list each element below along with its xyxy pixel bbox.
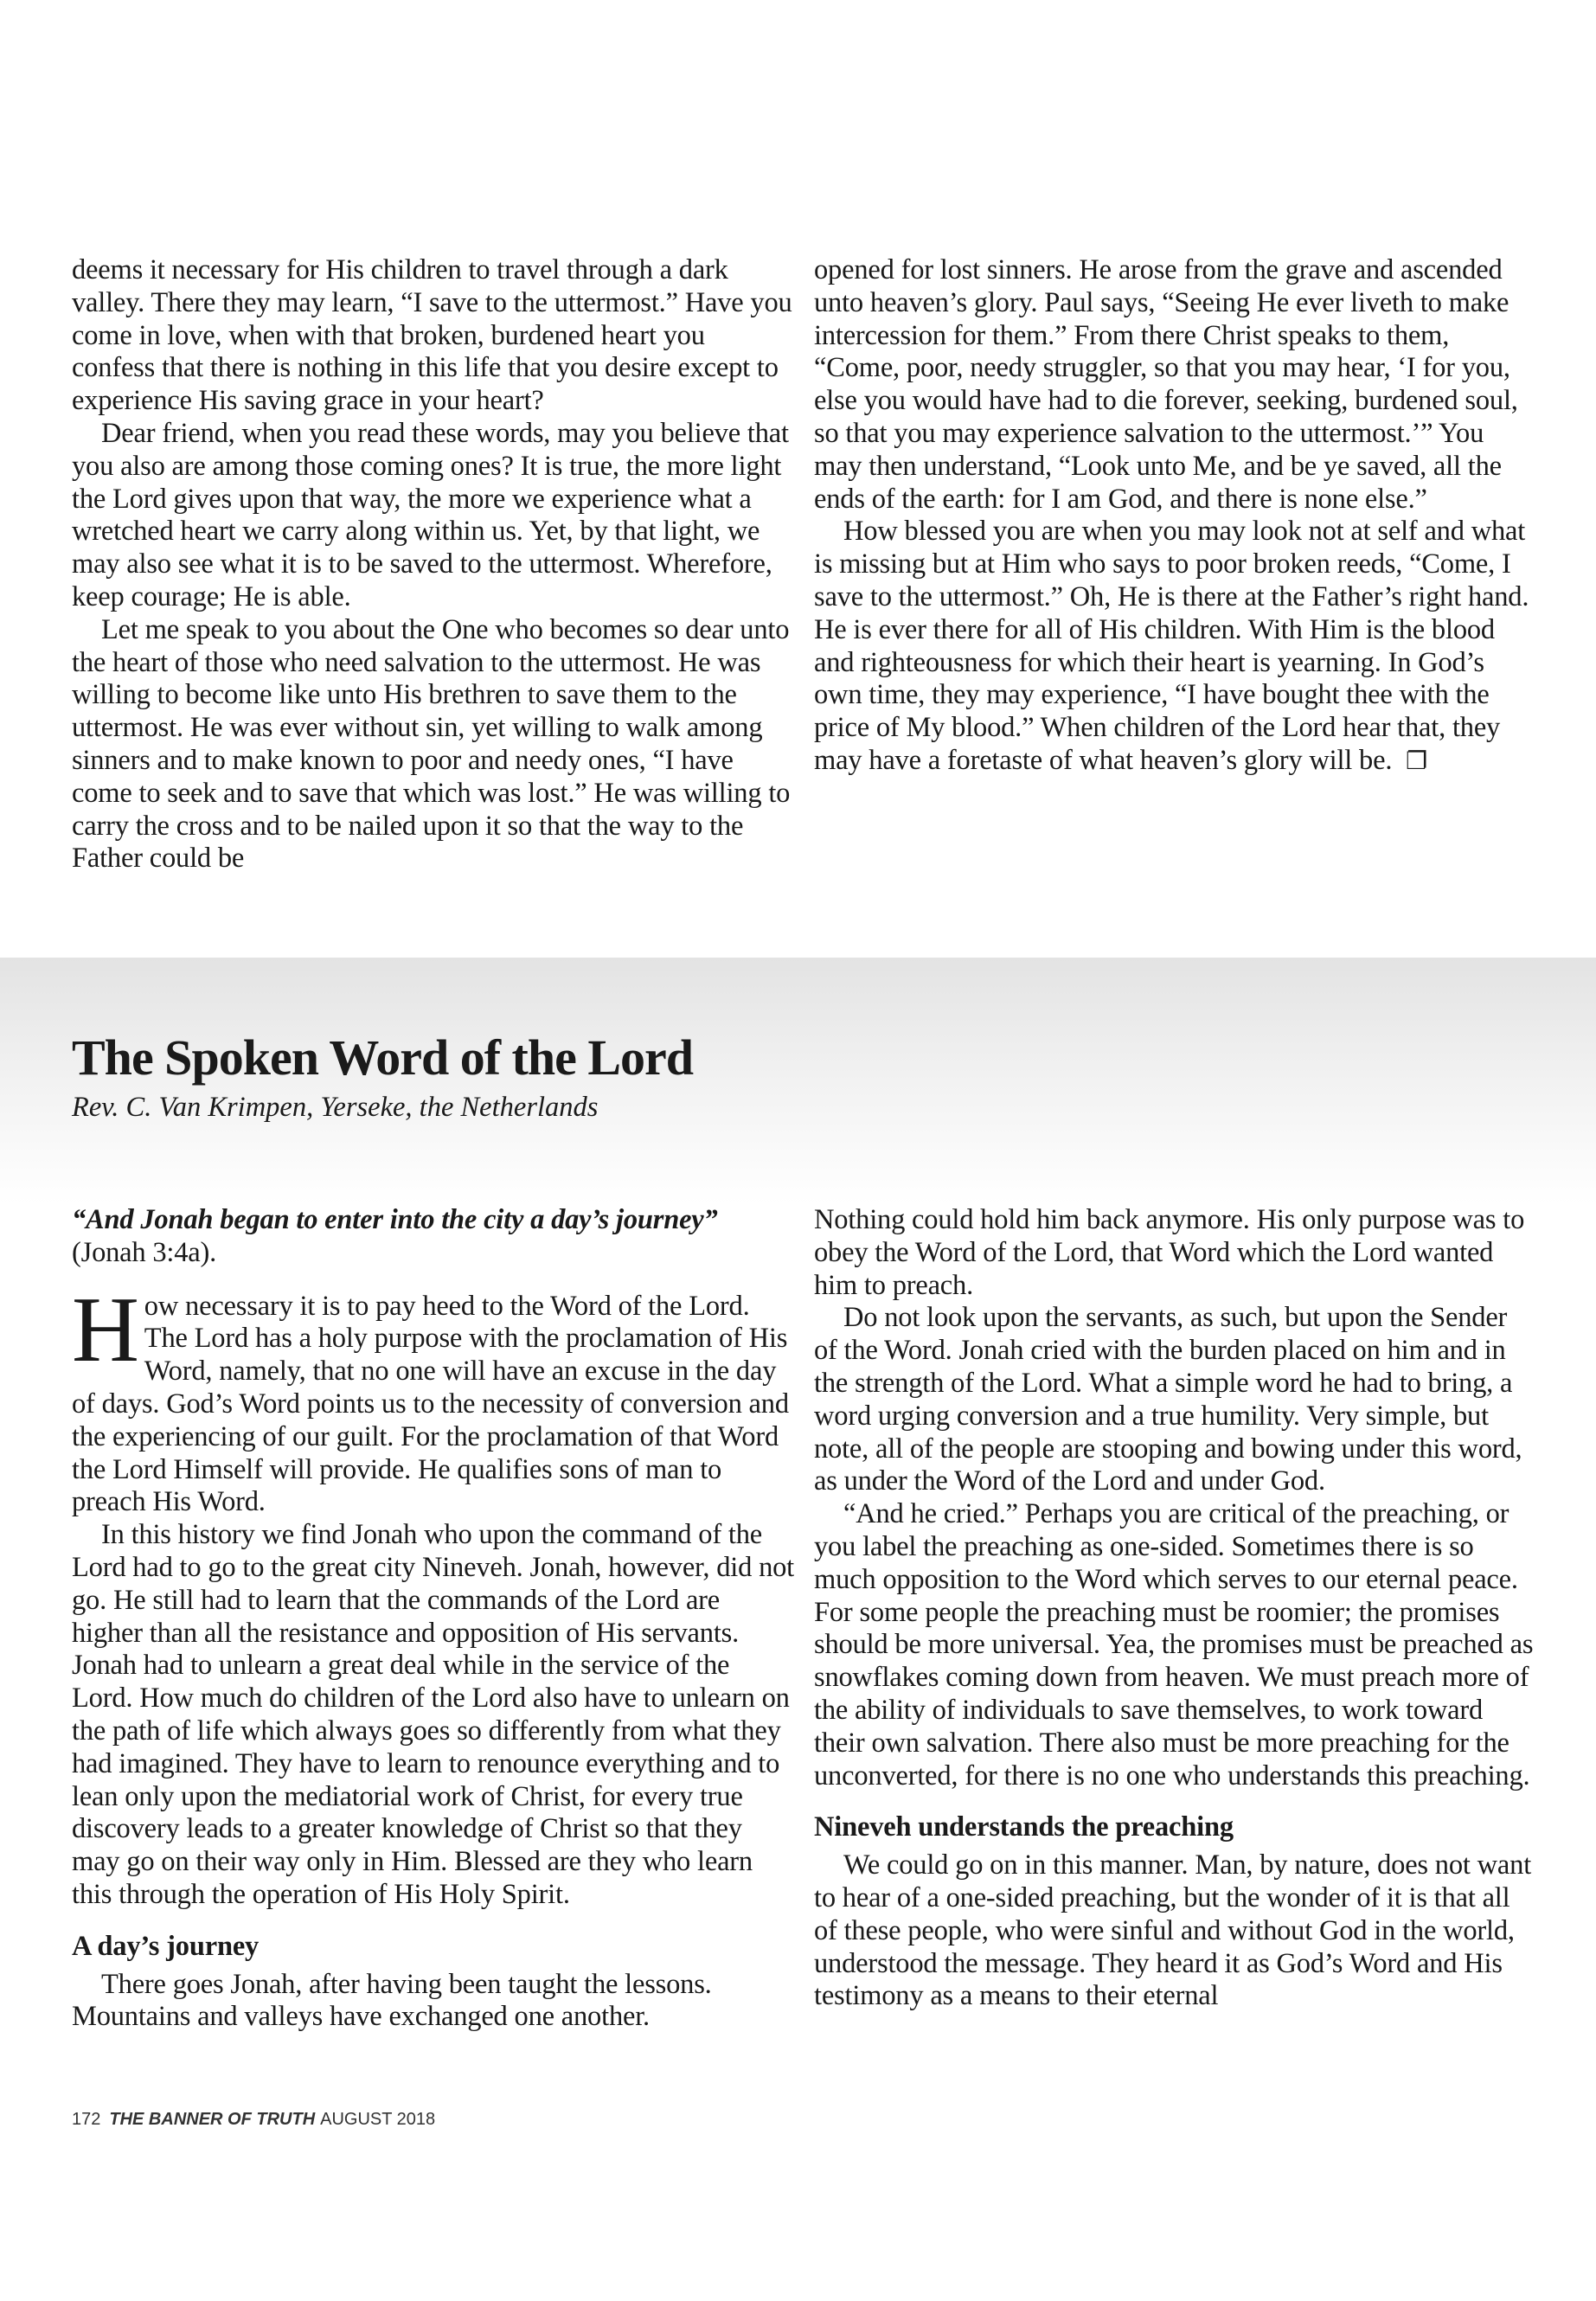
paragraph: We could go on in this manner. Man, by nature, does not want to hear of a one-sided preaching, but the wonder of it is that all of these people, who were sinful and without God in the world, understood the message. They heard it as God’s Word and His testimony as a means to their eternal [814, 1849, 1532, 2012]
top-right-column [814, 254, 1536, 778]
paragraph-text: ow necessary it is to pay heed to the Word of the Lord. The Lord has a holy purpose with the proclamation of His Word, namely, that no one will have an excuse in the day of days. God’s Word points us to the necessity of conversion and the experiencing of our guilt. For the proclamation of that Word the Lord Himself will provide. He qualifies sons of man to preach His Word. [72, 1290, 789, 1518]
scripture-verse [72, 1204, 794, 1270]
section-heading: A day’s journey [72, 1930, 260, 1962]
page-number: 172 [72, 2110, 101, 2129]
drop-cap: H [72, 1278, 139, 1381]
article-title: The Spoken Word of the Lord [72, 1029, 694, 1086]
magazine-name: THE BANNER OF TRUTH [109, 2110, 316, 2129]
paragraph: Let me speak to you about the One who becomes so dear unto the heart of those who need salvation to the uttermost. He was willing to become like unto His brethren to save them to the uttermost. He was ever without sin, yet willing to walk among sinners and to make known to poor and needy ones, “I have come to seek and to save that which was lost.” He was willing to carry the cross and to be nailed upon it so that the way to the Father could be [72, 613, 791, 875]
top-left-column [72, 254, 794, 875]
paragraph [814, 516, 1536, 777]
issue-date: AUGUST 2018 [320, 2110, 436, 2129]
page-footer [72, 2109, 435, 2130]
verse-text: “And Jonah began to enter into the city a day’s journey” [72, 1204, 718, 1235]
paragraph: Nothing could hold him back anymore. His only purpose was to obey the Word of the Lord, that Word which the Lord wanted him to preach. [814, 1204, 1525, 1301]
end-mark-icon: ❐ [1406, 746, 1428, 775]
paragraph-text: How blessed you are when you may look not at self and what is missing but at Him who says to poor broken reeds, “Come, I save to the uttermost.” Oh, He is there at the Father’s right hand. He is ever there for all of His children. With Him is the blood and righteousness for which their heart is yearning. In God’s own time, they may experience, “I have bought thee with the price of My blood.” When children of the Lord hear that, they may have a foretaste of what heaven’s glory will be. [814, 516, 1529, 776]
paragraph: Do not look upon the servants, as such, but upon the Sender of the Word. Jonah cried with the burden placed on him and in the strength of the Lord. What a simple word he had to bring, a word urging conversion and a true humility. Very simple, but note, all of the people are stooping and bowing under this word, as under the Word of the Lord and under God. [814, 1302, 1522, 1497]
section-heading: Nineveh understands the preaching [814, 1811, 1234, 1843]
paragraph: In this history we find Jonah who upon the command of the Lord had to go to the great city Nineveh. Jonah, however, did not go. He still had to learn that the commands of the Lord are higher than all the resistance and opposition of His servants. Jonah had to unlearn a great deal while in the service of the Lord. How much do children of the Lord also have to unlearn on the path of life which always goes so differently from what they had imagined. They have to learn to renounce everything and to lean only upon the mediatorial work of Christ, for every true discovery leads to a greater knowledge of Christ so that they may go on their way only in Him. Blessed are they who learn this through the operation of His Holy Spirit. [72, 1519, 794, 1910]
paragraph: opened for lost sinners. He arose from the grave and ascended unto heaven’s glory. Paul says, “Seeing He ever liveth to make intercession for them.” From there Christ speaks to them, “Come, poor, needy struggler, so that you may hear, ‘I for you, else you would have had to die forever, seeking, burdened soul, so that you may experience salvation to the uttermost.’” You may then understand, “Look unto Me, and be ye saved, all the ends of the earth: for I am God, and there is none else.” [814, 254, 1518, 515]
opening-paragraph [72, 1278, 794, 1520]
paragraph: deems it necessary for His children to travel through a dark valley. There they may learn, “I save to the uttermost.” Have you come in love, when with that broken, burdened heart you confess that there is nothing in this life that you desire except to experience His saving grace in your heart? [72, 254, 792, 417]
article-left-column [72, 1204, 794, 2034]
paragraph: There goes Jonah, after having been taught the lessons. Mountains and valleys have exchanged one another. [72, 1968, 712, 2033]
verse-reference: (Jonah 3:4a). [72, 1236, 217, 1268]
paragraph: “And he cried.” Perhaps you are critical of the preaching, or you label the preaching as one-sided. Sometimes there is so much opposition to the Word which serves to our eternal peace. For some people the preaching must be roomier; the promises should be more universal. Yea, the promises must be preached as snowflakes coming down from heaven. We must preach more of the ability of individuals to save themselves, to work toward their own salvation. There also must be more preaching for the unconverted, for there is no one who understands this preaching. [814, 1498, 1534, 1791]
article-author: Rev. C. Van Krimpen, Yerseke, the Netherlands [72, 1092, 599, 1123]
paragraph: Dear friend, when you read these words, may you believe that you also are among those coming ones? It is true, the more light the Lord gives upon that way, the more we experience what a wretched heart we carry along within us. Yet, by that light, we may also see what it is to be saved to the uttermost. Wherefore, keep courage; He is able. [72, 417, 789, 612]
article-right-column [814, 1204, 1536, 2013]
